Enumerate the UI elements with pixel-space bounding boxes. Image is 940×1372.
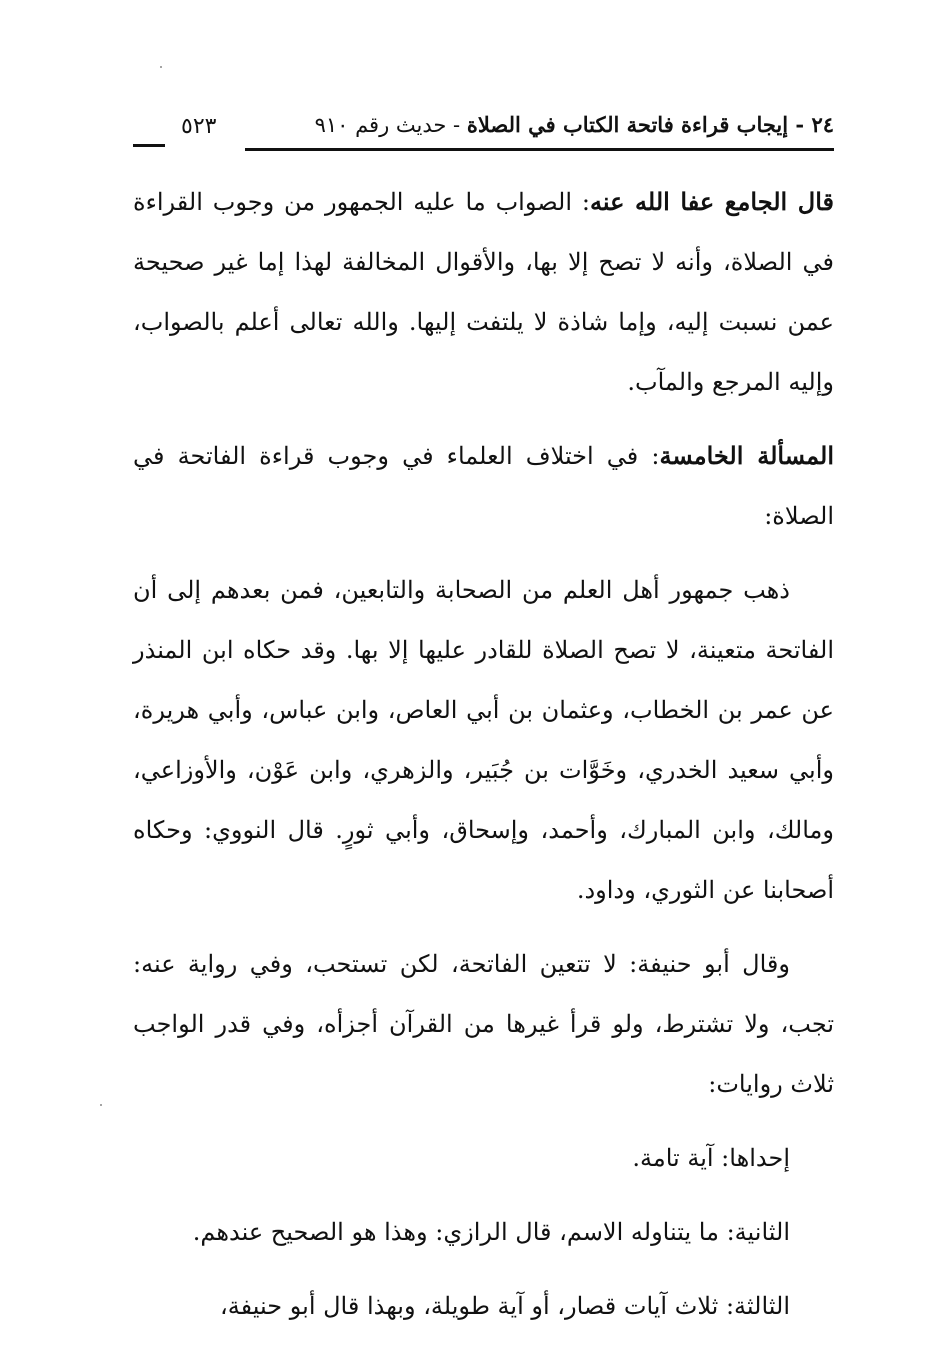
paragraph-fifth-issue [133,426,834,546]
hadith-reference: - حديث رقم ٩١٠ [314,113,467,137]
paragraph-second-narration: الثانية: ما يتناوله الاسم، قال الرازي: وهذا هو الصحيح عندهم. [192,1218,790,1246]
header-rule [245,148,834,151]
paragraph-first-narration: إحداها: آية تامة. [632,1144,790,1172]
body-text [133,172,834,1336]
paragraph-abu-hanifa: وقال أبو حنيفة: لا تتعين الفاتحة، لكن تستحب، وفي رواية عنه: تجب، ولا تشترط، ولو قرأ غيرها من القرآن أجزأه، وفي قدر الواجب ثلاث روايات: [133,950,834,1098]
paragraph-text: : الصواب ما عليه الجمهور من وجوب القراءة في الصلاة، وأنه لا تصح إلا بها، والأقوال المخالفة لهذا إما غير صحيحة عمن نسبت إليه، وإما شاذة لا يلتفت إليها. والله تعالى أعلم بالصواب، وإليه المرجع والمآب. [133,188,834,396]
paragraph-majority-view: ذهب جمهور أهل العلم من الصحابة والتابعين، فمن بعدهم إلى أن الفاتحة متعينة، لا تصح الصلاة للقادر عليها إلا بها. وقد حكاه ابن المنذر عن عمر بن الخطاب، وعثمان بن أبي العاص، وابن عباس، وأبي هريرة، وأبي سعيد الخدري، وخَوَّات بن جُبَير، والزهري، وابن عَوْن، والأوزاعي، ومالك، وابن المبارك، وأحمد، وإسحاق، وأبي ثورٍ. قال النووي: وحكاه أصحابنا عن الثوري، وداود. [133,576,834,904]
paragraph-lead: قال الجامع عفا الله عنه [589,187,834,216]
scan-speck [100,1104,102,1106]
scan-speck [160,66,162,68]
running-header [133,104,834,152]
chapter-title: ٢٤ - إيجاب قراءة فاتحة الكتاب في الصلاة [466,112,834,137]
header-title [315,112,834,137]
paragraph-text: : في اختلاف العلماء في وجوب قراءة الفاتحة في الصلاة: [133,442,834,530]
paragraph-third-narration: الثالثة: ثلاث آيات قصار، أو آية طويلة، وبهذا قال أبو حنيفة، [220,1292,790,1320]
paragraph-lead: المسألة الخامسة [659,441,834,470]
page-number: ٥٢٣ [181,114,217,139]
paragraph-jami-comment [133,172,834,412]
header-dash [133,144,165,147]
